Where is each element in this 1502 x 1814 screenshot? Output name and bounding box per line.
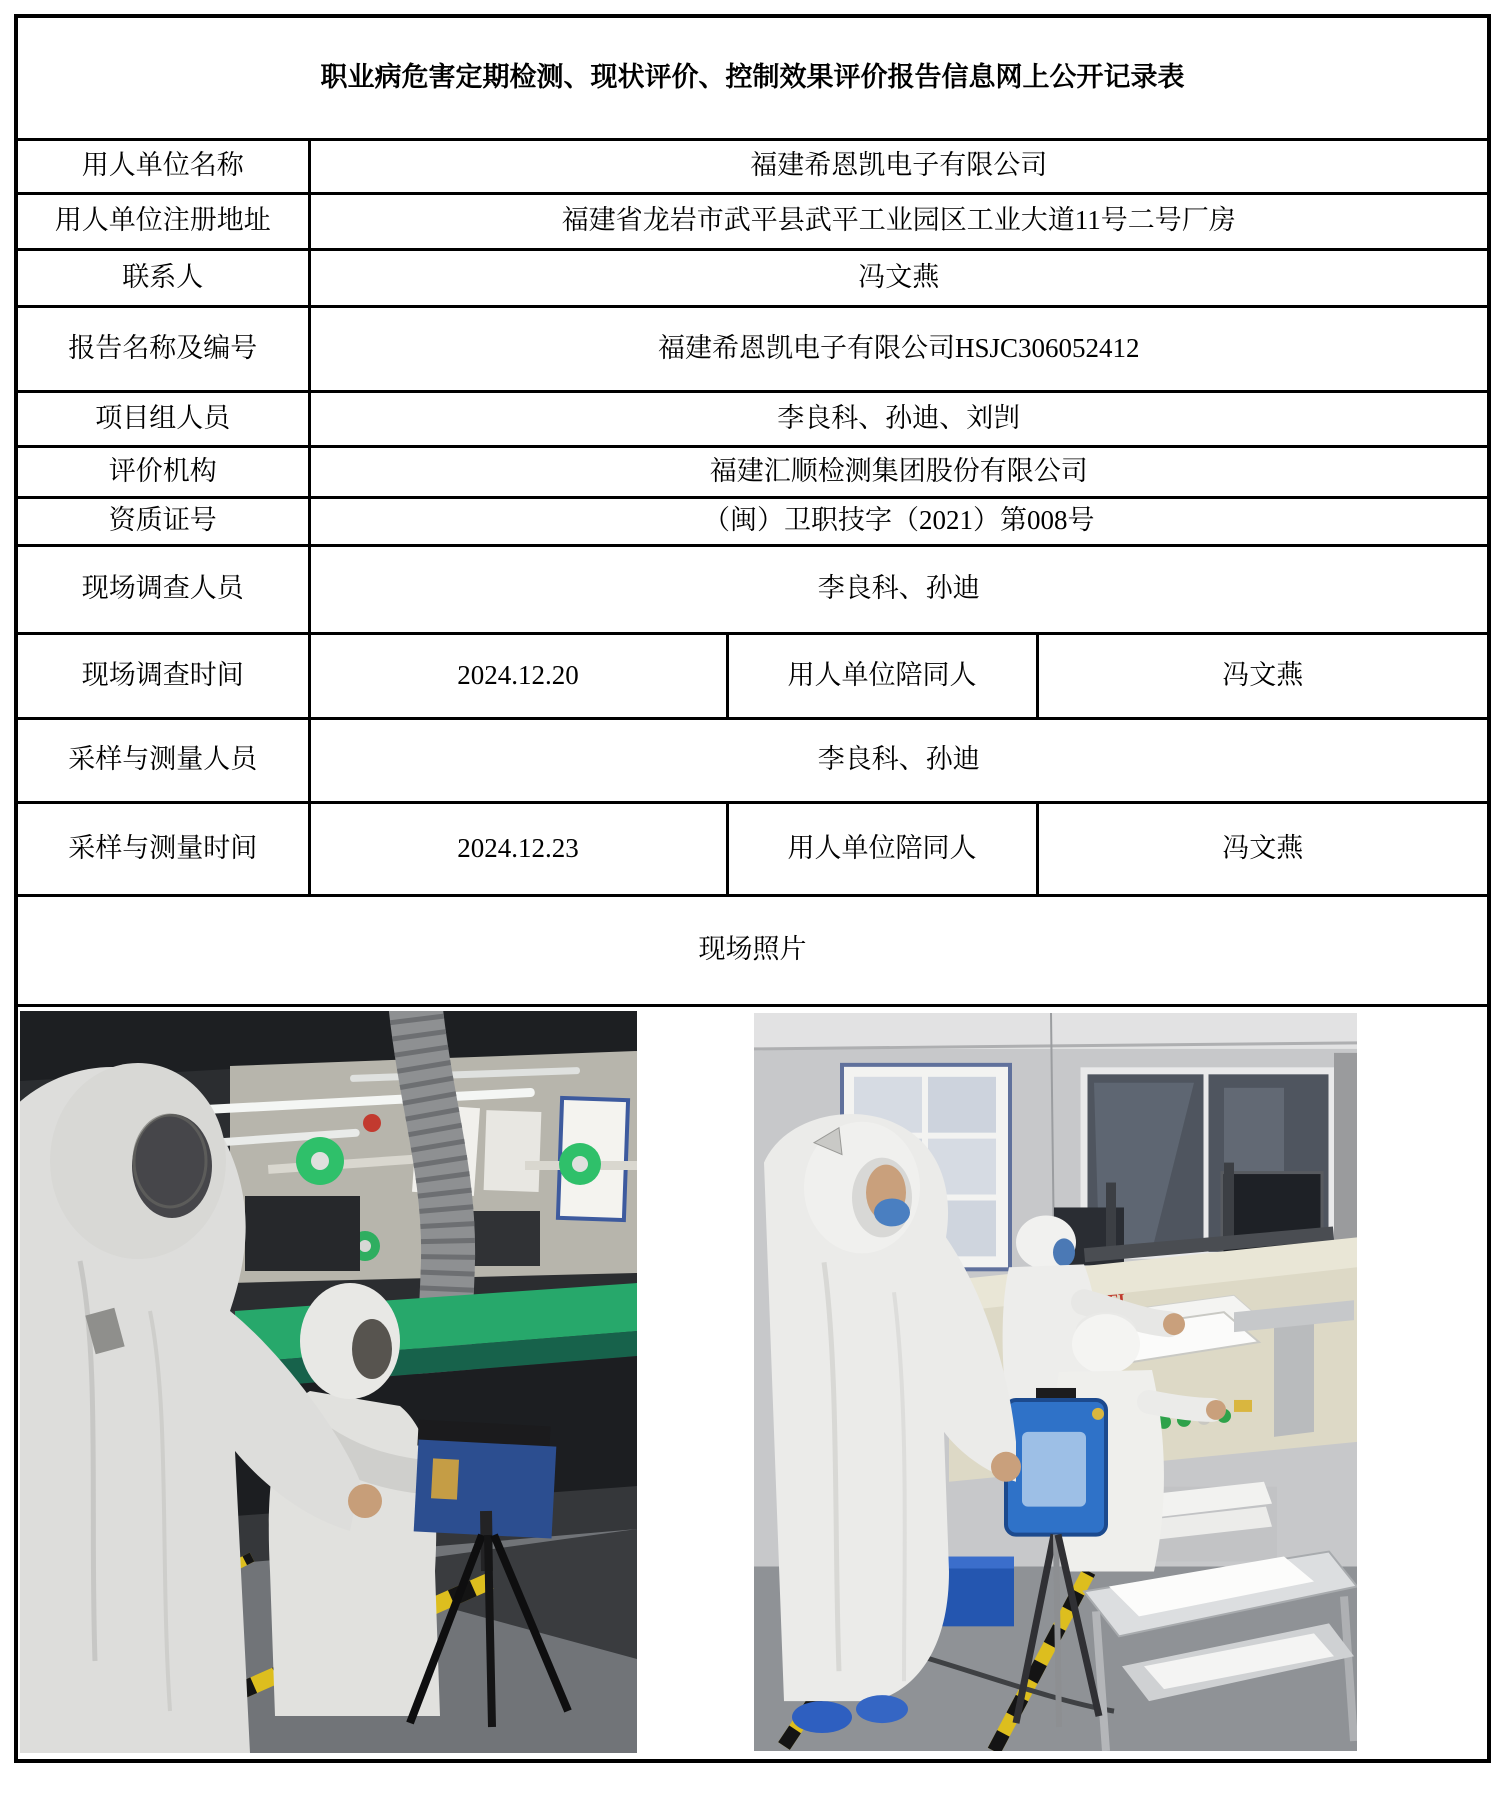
label-contact-person: 联系人 [16, 249, 309, 306]
table-row [16, 497, 1489, 545]
value-sampling-time: 2024.12.23 [309, 802, 727, 895]
value-employer-name: 福建希恩凯电子有限公司 [309, 139, 1489, 193]
photos-header: 现场照片 [16, 895, 1489, 1005]
table-row [16, 802, 1489, 895]
label-sampling-staff: 采样与测量人员 [16, 718, 309, 802]
site-photo-cleanroom [754, 1013, 1357, 1751]
label-qualification-no: 资质证号 [16, 497, 309, 545]
record-sheet [14, 14, 1487, 1763]
label-report-name-no: 报告名称及编号 [16, 306, 309, 391]
table-row [16, 193, 1489, 249]
value-survey-companion: 冯文燕 [1037, 633, 1489, 718]
photo-section [16, 1005, 1489, 1761]
table-row [16, 718, 1489, 802]
label-survey-staff: 现场调查人员 [16, 545, 309, 633]
label-sampling-companion: 用人单位陪同人 [727, 802, 1037, 895]
label-registered-address: 用人单位注册地址 [16, 193, 309, 249]
photo-row [16, 1005, 1489, 1761]
page-title: 职业病危害定期检测、现状评价、控制效果评价报告信息网上公开记录表 [16, 16, 1489, 139]
value-registered-address: 福建省龙岩市武平县武平工业园区工业大道11号二号厂房 [309, 193, 1489, 249]
value-report-name-no: 福建希恩凯电子有限公司HSJC306052412 [309, 306, 1489, 391]
table-row [16, 633, 1489, 718]
value-survey-time: 2024.12.20 [309, 633, 727, 718]
photo-area [24, 1009, 1481, 1757]
title-row [16, 16, 1489, 139]
value-project-team: 李良科、孙迪、刘剀 [309, 391, 1489, 446]
table-row [16, 249, 1489, 306]
record-table [14, 14, 1491, 1763]
value-qualification-no: （闽）卫职技字（2021）第008号 [309, 497, 1489, 545]
value-survey-staff: 李良科、孙迪 [309, 545, 1489, 633]
label-employer-name: 用人单位名称 [16, 139, 309, 193]
value-contact-person: 冯文燕 [309, 249, 1489, 306]
table-row [16, 306, 1489, 391]
value-evaluation-agency: 福建汇顺检测集团股份有限公司 [309, 446, 1489, 497]
table-row [16, 895, 1489, 1005]
machine-label: SFI [1097, 1289, 1126, 1311]
value-sampling-staff: 李良科、孙迪 [309, 718, 1489, 802]
sampling-device [1006, 1387, 1106, 1534]
blue-bin [942, 1568, 1014, 1626]
value-sampling-companion: 冯文燕 [1037, 802, 1489, 895]
label-sampling-time: 采样与测量时间 [16, 802, 309, 895]
label-survey-time: 现场调查时间 [16, 633, 309, 718]
table-row [16, 446, 1489, 497]
label-project-team: 项目组人员 [16, 391, 309, 446]
table-row [16, 545, 1489, 633]
site-photo-production-line [20, 1011, 637, 1753]
label-evaluation-agency: 评价机构 [16, 446, 309, 497]
label-survey-companion: 用人单位陪同人 [727, 633, 1037, 718]
table-row [16, 139, 1489, 193]
table-row [16, 391, 1489, 446]
